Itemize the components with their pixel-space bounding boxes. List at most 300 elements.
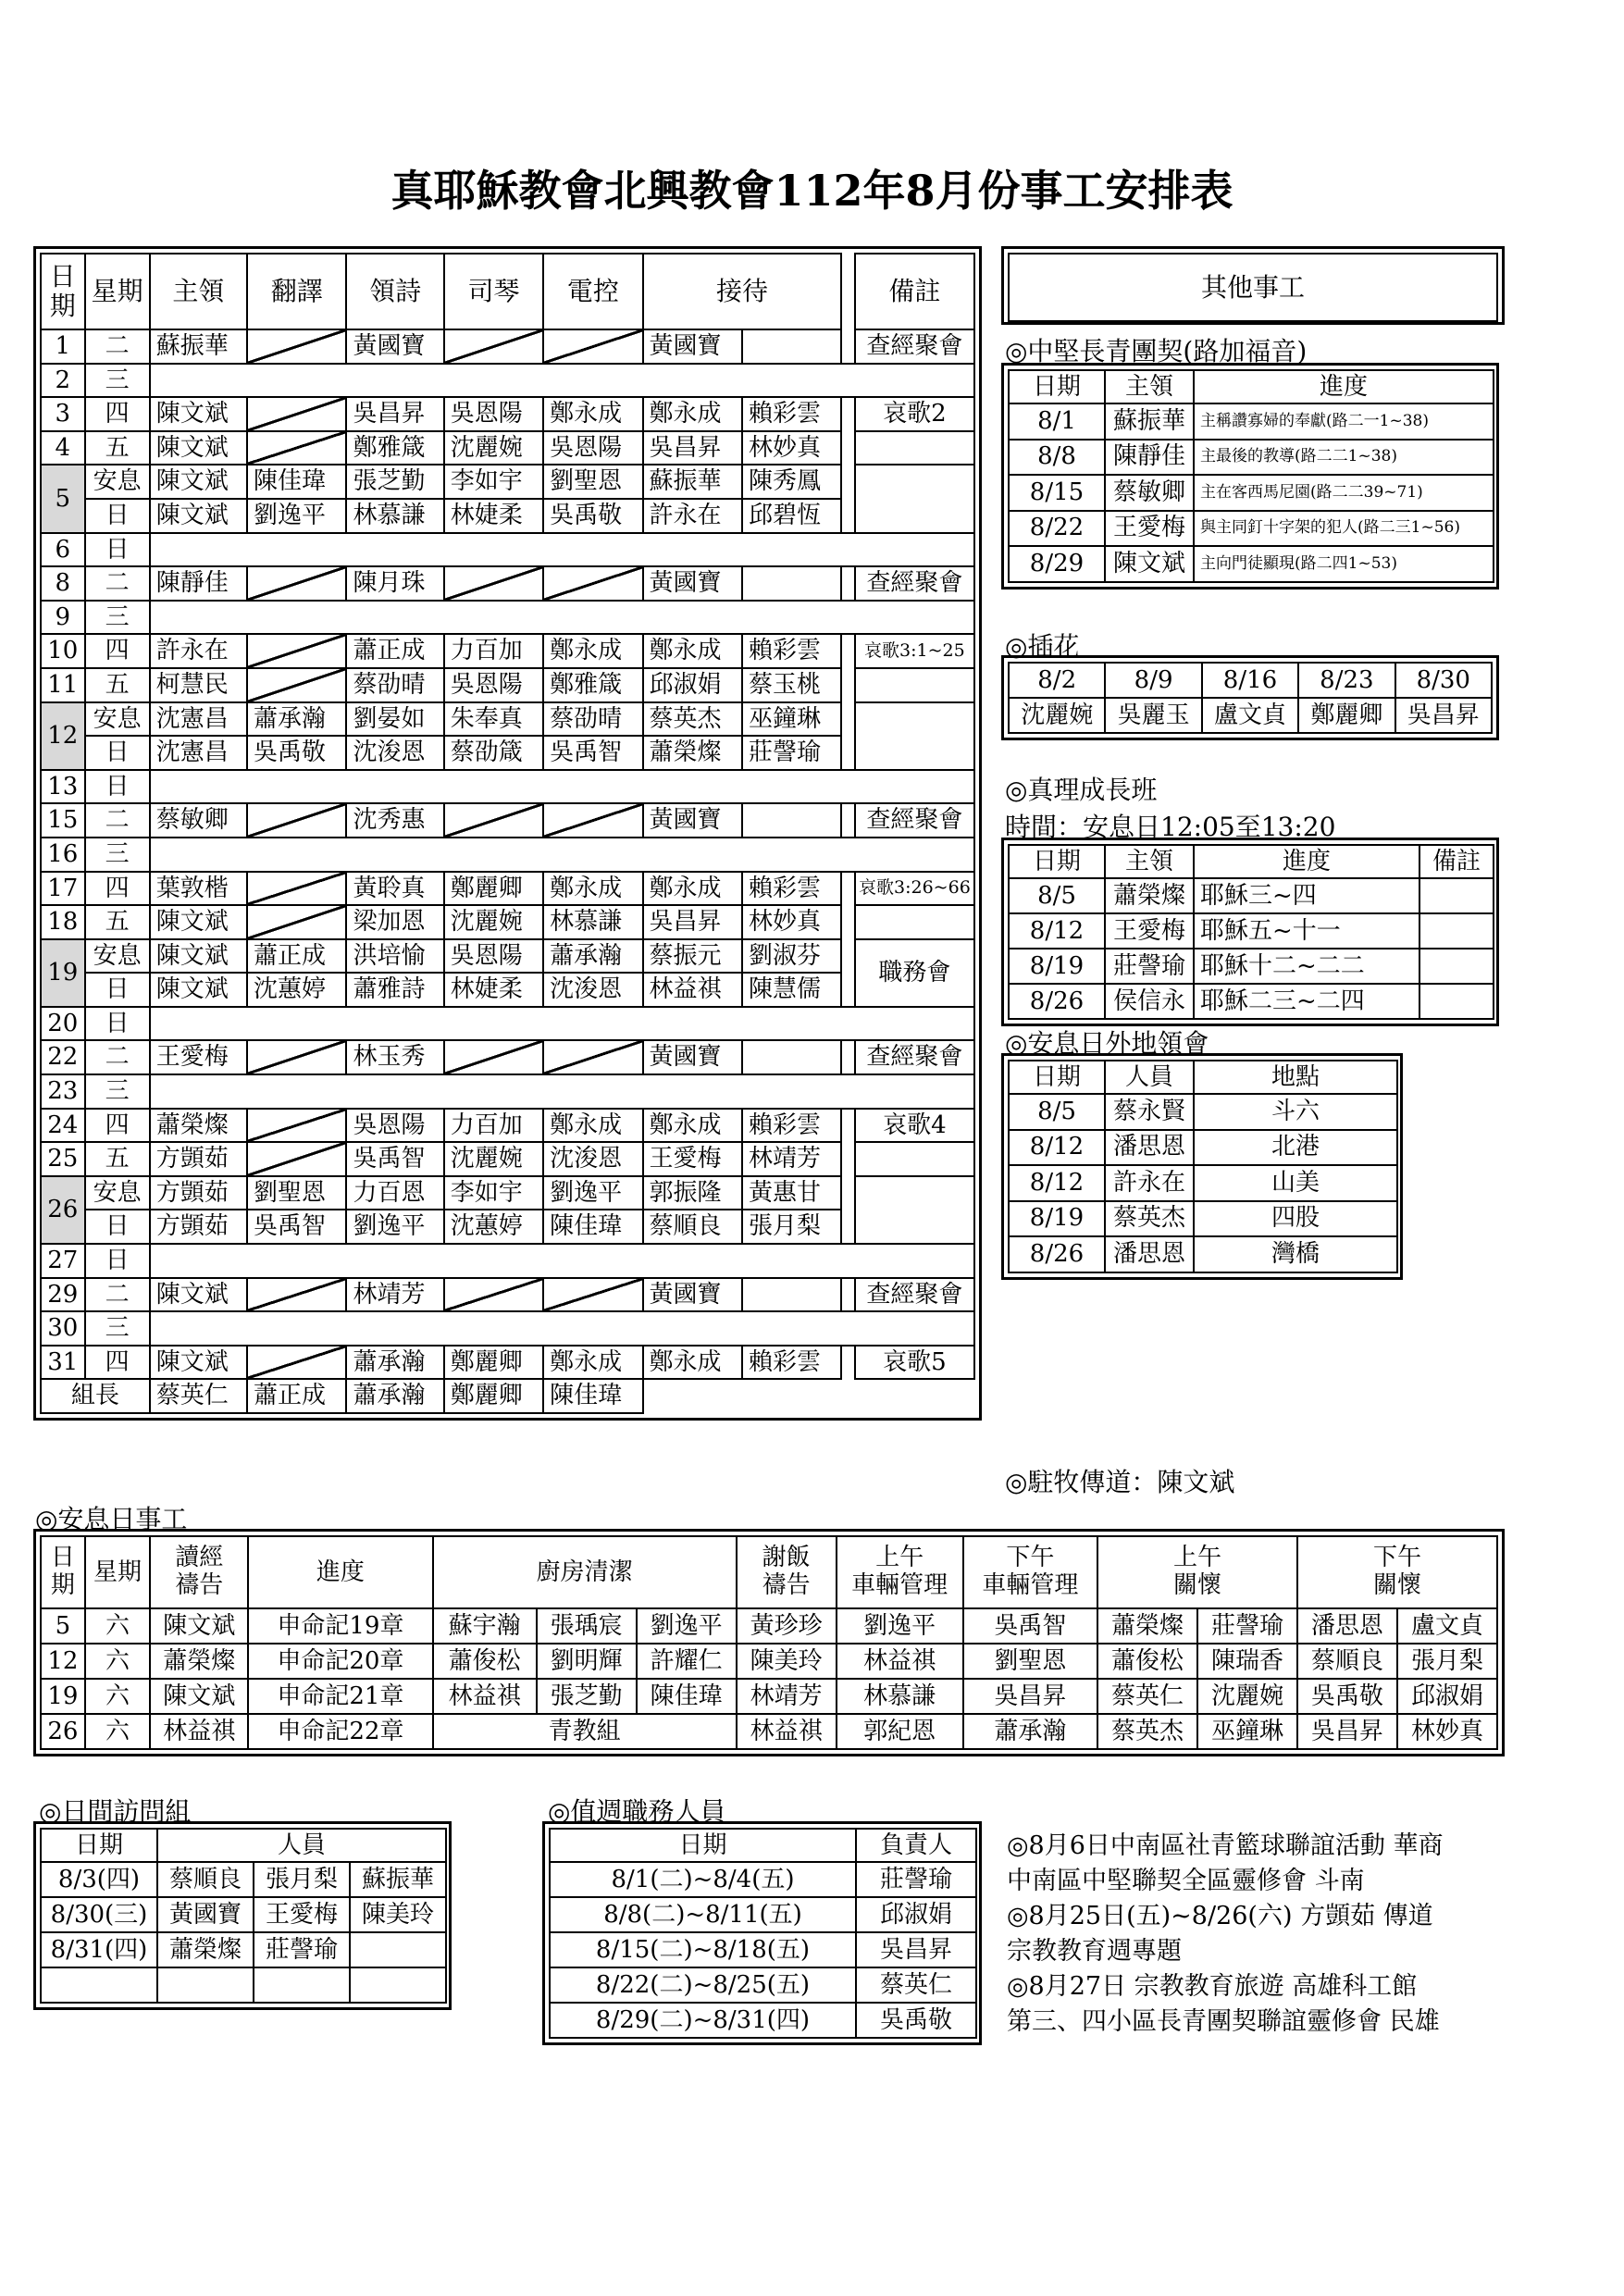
weekday-row: [41, 634, 974, 668]
empty-day-row: [41, 770, 974, 804]
reception-cell: 黃國寶: [643, 803, 742, 838]
slash-cell: [247, 1109, 346, 1143]
week-cell: 六: [85, 1644, 151, 1679]
am-care-cell: 陳瑞香: [1197, 1644, 1297, 1679]
week-cell: 安息: [85, 939, 150, 974]
lead-cell: 沈憲昌: [150, 736, 247, 770]
duty-row: [550, 2003, 976, 2038]
youth-progress: 主最後的教導(路二二1~38): [1194, 440, 1494, 476]
truth-header: 備註: [1419, 845, 1494, 878]
outside-row: [1009, 1236, 1397, 1272]
note-cell: 哀歌3:26~66: [855, 872, 974, 906]
truth-cell: 8/5: [1009, 878, 1105, 913]
date-header: [41, 254, 85, 329]
youth-header-row: [1009, 370, 1494, 403]
outside-header: 人員: [1105, 1061, 1194, 1094]
sabbath-table: [40, 1535, 1498, 1750]
reception-cell: 林妙真: [742, 431, 841, 465]
outside-cell: 許永在: [1105, 1165, 1194, 1201]
flower-cell: 沈麗婉: [1009, 698, 1105, 733]
control-cell: 蕭承瀚: [543, 939, 642, 974]
lead-cell: 蘇振華: [150, 329, 247, 364]
gap-cell: [841, 1210, 854, 1244]
note-cell: [855, 431, 974, 465]
date-cell: 9: [41, 601, 85, 635]
reception-cell: 鄭永成: [643, 1346, 742, 1380]
sabbath-row: [41, 1608, 1497, 1644]
note-cell: 查經聚會: [855, 1278, 974, 1312]
kitchen-cell: 劉明輝: [537, 1644, 637, 1679]
visit-cell: 蔡順良: [157, 1862, 254, 1897]
weekday-row: [41, 1278, 974, 1312]
youth-header: 主領: [1105, 370, 1194, 403]
week-cell: 三: [85, 364, 150, 398]
reception-cell: 吳昌昇: [643, 905, 742, 939]
sabbath-header-row: [41, 1536, 1497, 1608]
reception-cell: 陳慧儒: [742, 973, 841, 1007]
truth-cell: 8/26: [1009, 984, 1105, 1019]
outside-cell: 蔡英杰: [1105, 1201, 1194, 1237]
duty-cell: 8/15(二)~8/18(五): [550, 1932, 856, 1967]
am-care-cell: 巫鐘琳: [1197, 1714, 1297, 1749]
truth-cell: 耶穌三~四: [1194, 878, 1419, 913]
empty-day-row: [41, 601, 974, 635]
youth-row: [1009, 475, 1494, 511]
lead-cell: 陳文斌: [150, 939, 247, 974]
lead-cell: 方顗茹: [150, 1176, 247, 1210]
notice-line: ◎8月25日(五)~8/26(六) 方顗茹 傳道: [1007, 1902, 1433, 1930]
week-cell: 日: [85, 1244, 150, 1278]
empty-day-row: [41, 838, 974, 872]
youth-box: [1001, 363, 1499, 590]
week-cell: 日: [85, 973, 150, 1007]
date-cell: 19: [41, 1679, 85, 1714]
youth-progress: 主在客西馬尼園(路二二39~71): [1194, 475, 1494, 511]
lead-header: 主領: [150, 254, 247, 329]
pm-care-cell: 吳昌昇: [1297, 1714, 1397, 1749]
week-cell: 日: [85, 1210, 150, 1244]
visit-cell: [41, 1967, 157, 2003]
youth-row: [1009, 440, 1494, 476]
control-cell: 鄭雅箴: [543, 668, 642, 702]
week-cell: 五: [85, 1142, 150, 1176]
notice-line: ◎8月27日 宗教教育旅遊 高雄科工館: [1007, 1972, 1418, 2001]
piano-cell: 沈麗婉: [444, 905, 543, 939]
reception-cell: 郭振隆: [643, 1176, 742, 1210]
date-cell: 23: [41, 1074, 85, 1109]
reception-cell: 鄭永成: [643, 634, 742, 668]
weekday-row: [41, 872, 974, 906]
truth-row: [1009, 913, 1494, 949]
sabbath-row: [41, 1714, 1497, 1749]
week-cell: 二: [85, 566, 150, 601]
am-car-cell: 郭紀恩: [837, 1714, 963, 1749]
truth-cell: [1419, 878, 1494, 913]
read-cell: 林益祺: [150, 1714, 248, 1749]
note-cell: 查經聚會: [855, 329, 974, 364]
kitchen-cell: 蕭俊松: [433, 1644, 537, 1679]
youth-leader: 陳靜佳: [1105, 440, 1194, 476]
lead-cell: 陳文斌: [150, 1278, 247, 1312]
notice-line: 宗教教育週專題: [1007, 1937, 1182, 1966]
kitchen-cell: 林益祺: [433, 1679, 537, 1714]
reception-cell: 賴彩雲: [742, 634, 841, 668]
truth-header: 進度: [1194, 845, 1419, 878]
weekday-row: [41, 668, 974, 702]
sabbath-row: [41, 1176, 974, 1210]
control-cell: 吳禹敬: [543, 499, 642, 533]
reception-cell: 黃國寶: [643, 329, 742, 364]
duty-box: [542, 1821, 982, 2045]
gap-cell: [841, 566, 854, 601]
visit-people-header: 人員: [157, 1829, 446, 1862]
poem-cell: 力百恩: [346, 1176, 443, 1210]
pm-care-cell: 吳禹敬: [1297, 1679, 1397, 1714]
week-cell: 四: [85, 397, 150, 431]
outside-cell: 山美: [1194, 1165, 1397, 1201]
date-cell: 3: [41, 397, 85, 431]
weekday-row: [41, 329, 974, 364]
leader-cell: 鄭麗卿: [444, 1379, 543, 1413]
poem-cell: 沈秀惠: [346, 803, 443, 838]
visit-title: ◎日間訪問組: [39, 1796, 192, 1827]
week-cell: 日: [85, 499, 150, 533]
poem-cell: 陳月珠: [346, 566, 443, 601]
gap-cell: [841, 329, 854, 364]
page-title: 真耶穌教會北興教會112年8月份事工安排表: [391, 166, 1233, 216]
visit-cell: 莊謦瑜: [254, 1932, 350, 1967]
lead-cell: 陳文斌: [150, 1346, 247, 1380]
control-header: 電控: [543, 254, 642, 329]
youth-date: 8/8: [1009, 440, 1105, 476]
am-care-cell: 蔡英杰: [1097, 1714, 1197, 1749]
blank-cell: [150, 770, 974, 804]
notices: [1007, 1829, 1444, 2040]
gap-cell: [841, 668, 854, 702]
duty-row: [550, 1932, 976, 1967]
duty-cell: 莊謦瑜: [856, 1862, 976, 1897]
slash-cell: [543, 329, 642, 364]
flower-cell: 8/16: [1202, 663, 1298, 698]
leader-cell: 蕭正成: [247, 1379, 346, 1413]
gap-cell: [841, 397, 854, 431]
outside-cell: 四股: [1194, 1201, 1397, 1237]
date-cell: 19: [41, 939, 85, 1007]
gap-cell: [841, 499, 854, 533]
note-cell: [855, 702, 974, 770]
truth-header-row: [1009, 845, 1494, 878]
am-car-cell: 劉逸平: [837, 1608, 963, 1644]
control-cell: 劉逸平: [543, 1176, 642, 1210]
translate-cell: 吳禹智: [247, 1210, 346, 1244]
week-cell: 安息: [85, 465, 150, 499]
visit-cell: 8/31(四): [41, 1932, 157, 1967]
slash-cell: [543, 1040, 642, 1074]
poem-cell: 劉逸平: [346, 1210, 443, 1244]
main-header-row: [41, 254, 974, 329]
slash-cell: [247, 1278, 346, 1312]
outside-cell: 灣橋: [1194, 1236, 1397, 1272]
poem-cell: 林慕謙: [346, 499, 443, 533]
translate-header: 翻譯: [247, 254, 346, 329]
poem-cell: 洪培愉: [346, 939, 443, 974]
kitchen-cell: 張芝勤: [537, 1679, 637, 1714]
blank-cell: [150, 1007, 974, 1041]
pm-care-cell: 潘思恩: [1297, 1608, 1397, 1644]
visit-row: [41, 1932, 446, 1967]
lead-cell: 陳文斌: [150, 397, 247, 431]
outside-cell: 斗六: [1194, 1094, 1397, 1130]
slash-cell: [247, 566, 346, 601]
duty-row: [550, 1967, 976, 2003]
poem-cell: 蕭正成: [346, 634, 443, 668]
piano-cell: 力百加: [444, 634, 543, 668]
date-cell: 13: [41, 770, 85, 804]
truth-row: [1009, 878, 1494, 913]
week-cell: 五: [85, 431, 150, 465]
pm-car-header: [963, 1536, 1097, 1608]
slash-cell: [247, 872, 346, 906]
weekday-row: [41, 397, 974, 431]
youth-row: [1009, 511, 1494, 547]
slash-cell: [247, 634, 346, 668]
date-cell: 12: [41, 1644, 85, 1679]
youth-date: 8/1: [1009, 403, 1105, 440]
poem-cell: 梁加恩: [346, 905, 443, 939]
reception-cell: 鄭永成: [643, 397, 742, 431]
control-cell: 劉聖恩: [543, 465, 642, 499]
am-care-cell: 蔡英仁: [1097, 1679, 1197, 1714]
poem-cell: 林玉秀: [346, 1040, 443, 1074]
visit-cell: 陳美玲: [350, 1897, 446, 1932]
header-line: 車輛管理: [851, 1571, 948, 1599]
lead-cell: 方顗茹: [150, 1210, 247, 1244]
outside-row: [1009, 1130, 1397, 1166]
duty-cell: 8/29(二)~8/31(四): [550, 2003, 856, 2038]
translate-cell: 劉聖恩: [247, 1176, 346, 1210]
reception-cell: 蔡玉桃: [742, 668, 841, 702]
visit-row: [41, 1862, 446, 1897]
reception-cell: 賴彩雲: [742, 397, 841, 431]
note-cell: 哀歌2: [855, 397, 974, 431]
week-cell: 三: [85, 1074, 150, 1109]
duty-cell: 吳昌昇: [856, 1932, 976, 1967]
date-cell: 5: [41, 465, 85, 532]
week-cell: 安息: [85, 1176, 150, 1210]
main-schedule: [33, 246, 982, 1421]
leaders-row: [41, 1379, 974, 1413]
visit-row: [41, 1897, 446, 1932]
reception-cell: [742, 329, 841, 364]
poem-cell: 吳恩陽: [346, 1109, 443, 1143]
date-cell: 20: [41, 1007, 85, 1041]
flower-cell: 8/2: [1009, 663, 1105, 698]
week-header: 星期: [85, 254, 150, 329]
week-cell: 三: [85, 838, 150, 872]
kitchen-cell: 張瑀宸: [537, 1608, 637, 1644]
lead-cell: 葉敦楷: [150, 872, 247, 906]
poem-header: 領詩: [346, 254, 443, 329]
slash-cell: [247, 803, 346, 838]
control-cell: 鄭永成: [543, 397, 642, 431]
blank-cell: [150, 1074, 974, 1109]
week-cell: 二: [85, 329, 150, 364]
flower-cell: 8/9: [1105, 663, 1201, 698]
empty-day-row: [41, 1007, 974, 1041]
kitchen-cell: 蘇宇瀚: [433, 1608, 537, 1644]
date-header: [41, 1536, 85, 1608]
date-cell: 29: [41, 1278, 85, 1312]
blank-cell: [150, 364, 974, 398]
poem-cell: 吳昌昇: [346, 397, 443, 431]
poem-cell: 蕭雅詩: [346, 973, 443, 1007]
sabbath-row: [41, 499, 974, 533]
reception-header: 接待: [643, 254, 842, 329]
progress-cell: 申命記19章: [248, 1608, 432, 1644]
outside-cell: 8/12: [1009, 1165, 1105, 1201]
lead-cell: 陳文斌: [150, 905, 247, 939]
reception-cell: 陳秀鳳: [742, 465, 841, 499]
youth-progress: 與主同釘十字架的犯人(路二三1~56): [1194, 511, 1494, 547]
piano-cell: 吳恩陽: [444, 668, 543, 702]
reception-cell: 黃惠甘: [742, 1176, 841, 1210]
week-cell: 六: [85, 1608, 151, 1644]
visit-table: [40, 1828, 447, 2004]
note-cell: 查經聚會: [855, 1040, 974, 1074]
reception-cell: 蔡順良: [643, 1210, 742, 1244]
visit-cell: [157, 1967, 254, 2003]
date-cell: 24: [41, 1109, 85, 1143]
header-line: 下午: [1006, 1544, 1055, 1572]
control-cell: 鄭永成: [543, 634, 642, 668]
date-cell: 30: [41, 1311, 85, 1346]
read-cell: 陳文斌: [150, 1608, 248, 1644]
read-cell: 陳文斌: [150, 1679, 248, 1714]
header-line: 謝飯: [762, 1544, 811, 1572]
week-cell: 四: [85, 1346, 150, 1380]
date-cell: 10: [41, 634, 85, 668]
weekday-row: [41, 905, 974, 939]
read-cell: 蕭榮燦: [150, 1644, 248, 1679]
lead-cell: 王愛梅: [150, 1040, 247, 1074]
am-care-cell: 沈麗婉: [1197, 1679, 1297, 1714]
date-cell: 22: [41, 1040, 85, 1074]
weekday-row: [41, 566, 974, 601]
flower-box: [1001, 655, 1499, 740]
slash-cell: [247, 1040, 346, 1074]
week-header: 星期: [85, 1536, 151, 1608]
youth-row: [1009, 546, 1494, 582]
date-cell: 18: [41, 905, 85, 939]
visit-cell: 8/3(四): [41, 1862, 157, 1897]
outside-table: [1008, 1060, 1398, 1273]
week-cell: 四: [85, 872, 150, 906]
lead-cell: 陳文斌: [150, 465, 247, 499]
outside-header: 日期: [1009, 1061, 1105, 1094]
slash-cell: [247, 329, 346, 364]
youth-leader: 陳文斌: [1105, 546, 1194, 582]
header-line: 車輛管理: [982, 1571, 1079, 1599]
reception-cell: 劉淑芬: [742, 939, 841, 974]
translate-cell: 陳佳瑋: [247, 465, 346, 499]
youth-date: 8/15: [1009, 475, 1105, 511]
date-header-line: 期: [49, 291, 76, 321]
truth-cell: 耶穌二三~二四: [1194, 984, 1419, 1019]
note-cell: 查經聚會: [855, 566, 974, 601]
gap-cell: [841, 803, 854, 838]
reception-cell: 蘇振華: [643, 465, 742, 499]
pm-car-cell: 蕭承瀚: [963, 1714, 1097, 1749]
notice-line: 第三、四小區長青團契聯誼靈修會 民雄: [1007, 2007, 1440, 2036]
reception-cell: 邱淑娟: [643, 668, 742, 702]
flower-row: [1009, 698, 1492, 733]
notice-line: ◎8月6日中南區社青籃球聯誼活動 華商: [1007, 1831, 1444, 1860]
progress-cell: 申命記21章: [248, 1679, 432, 1714]
date-cell: 1: [41, 329, 85, 364]
other-works-header-box: [1001, 246, 1505, 325]
thanks-cell: 林靖芳: [737, 1679, 837, 1714]
youth-progress: 主稱讚寡婦的奉獻(路二一1~38): [1194, 403, 1494, 440]
gap-cell: [841, 1346, 854, 1380]
week-cell: 六: [85, 1679, 151, 1714]
slash-cell: [247, 431, 346, 465]
truth-cell: 耶穌五~十一: [1194, 913, 1419, 949]
outside-title: ◎安息日外地領會: [1005, 1028, 1209, 1059]
reception-cell: 林靖芳: [742, 1142, 841, 1176]
thanks-header: [737, 1536, 837, 1608]
flower-cell: 吳麗玉: [1105, 698, 1201, 733]
youth-row: [1009, 403, 1494, 440]
truth-cell: 侯信永: [1105, 984, 1194, 1019]
truth-row: [1009, 984, 1494, 1019]
translate-cell: 沈蕙婷: [247, 973, 346, 1007]
note-cell: [855, 668, 974, 702]
piano-cell: 吳恩陽: [444, 397, 543, 431]
week-cell: 二: [85, 1040, 150, 1074]
pad-cell: [643, 1379, 974, 1413]
youth-header: 進度: [1194, 370, 1494, 403]
gap-cell: [841, 736, 854, 770]
truth-header: 主領: [1105, 845, 1194, 878]
am-car-header: [837, 1536, 963, 1608]
control-cell: 鄭永成: [543, 1109, 642, 1143]
duty-cell: 8/8(二)~8/11(五): [550, 1897, 856, 1932]
header-line: 關懷: [1372, 1571, 1421, 1599]
outside-box: [1001, 1053, 1403, 1280]
reception-cell: 蔡振元: [643, 939, 742, 974]
piano-header: 司琴: [444, 254, 543, 329]
sabbath-row: [41, 702, 974, 737]
slash-cell: [444, 803, 543, 838]
youth-table: [1008, 369, 1494, 583]
leader-cell: 蔡英仁: [150, 1379, 247, 1413]
date-cell: 15: [41, 803, 85, 838]
sabbath-row: [41, 1644, 1497, 1679]
control-cell: 鄭永成: [543, 872, 642, 906]
date-cell: 26: [41, 1176, 85, 1244]
week-cell: 六: [85, 1714, 151, 1749]
reception-cell: 蔡英杰: [643, 702, 742, 737]
note-cell: 哀歌4: [855, 1109, 974, 1143]
week-cell: 日: [85, 1007, 150, 1041]
thanks-cell: 林益祺: [737, 1714, 837, 1749]
duty-cell: 8/22(二)~8/25(五): [550, 1967, 856, 2003]
gap-cell: [841, 939, 854, 974]
truth-cell: [1419, 913, 1494, 949]
empty-day-row: [41, 364, 974, 398]
slash-cell: [444, 1040, 543, 1074]
thanks-cell: 陳美玲: [737, 1644, 837, 1679]
